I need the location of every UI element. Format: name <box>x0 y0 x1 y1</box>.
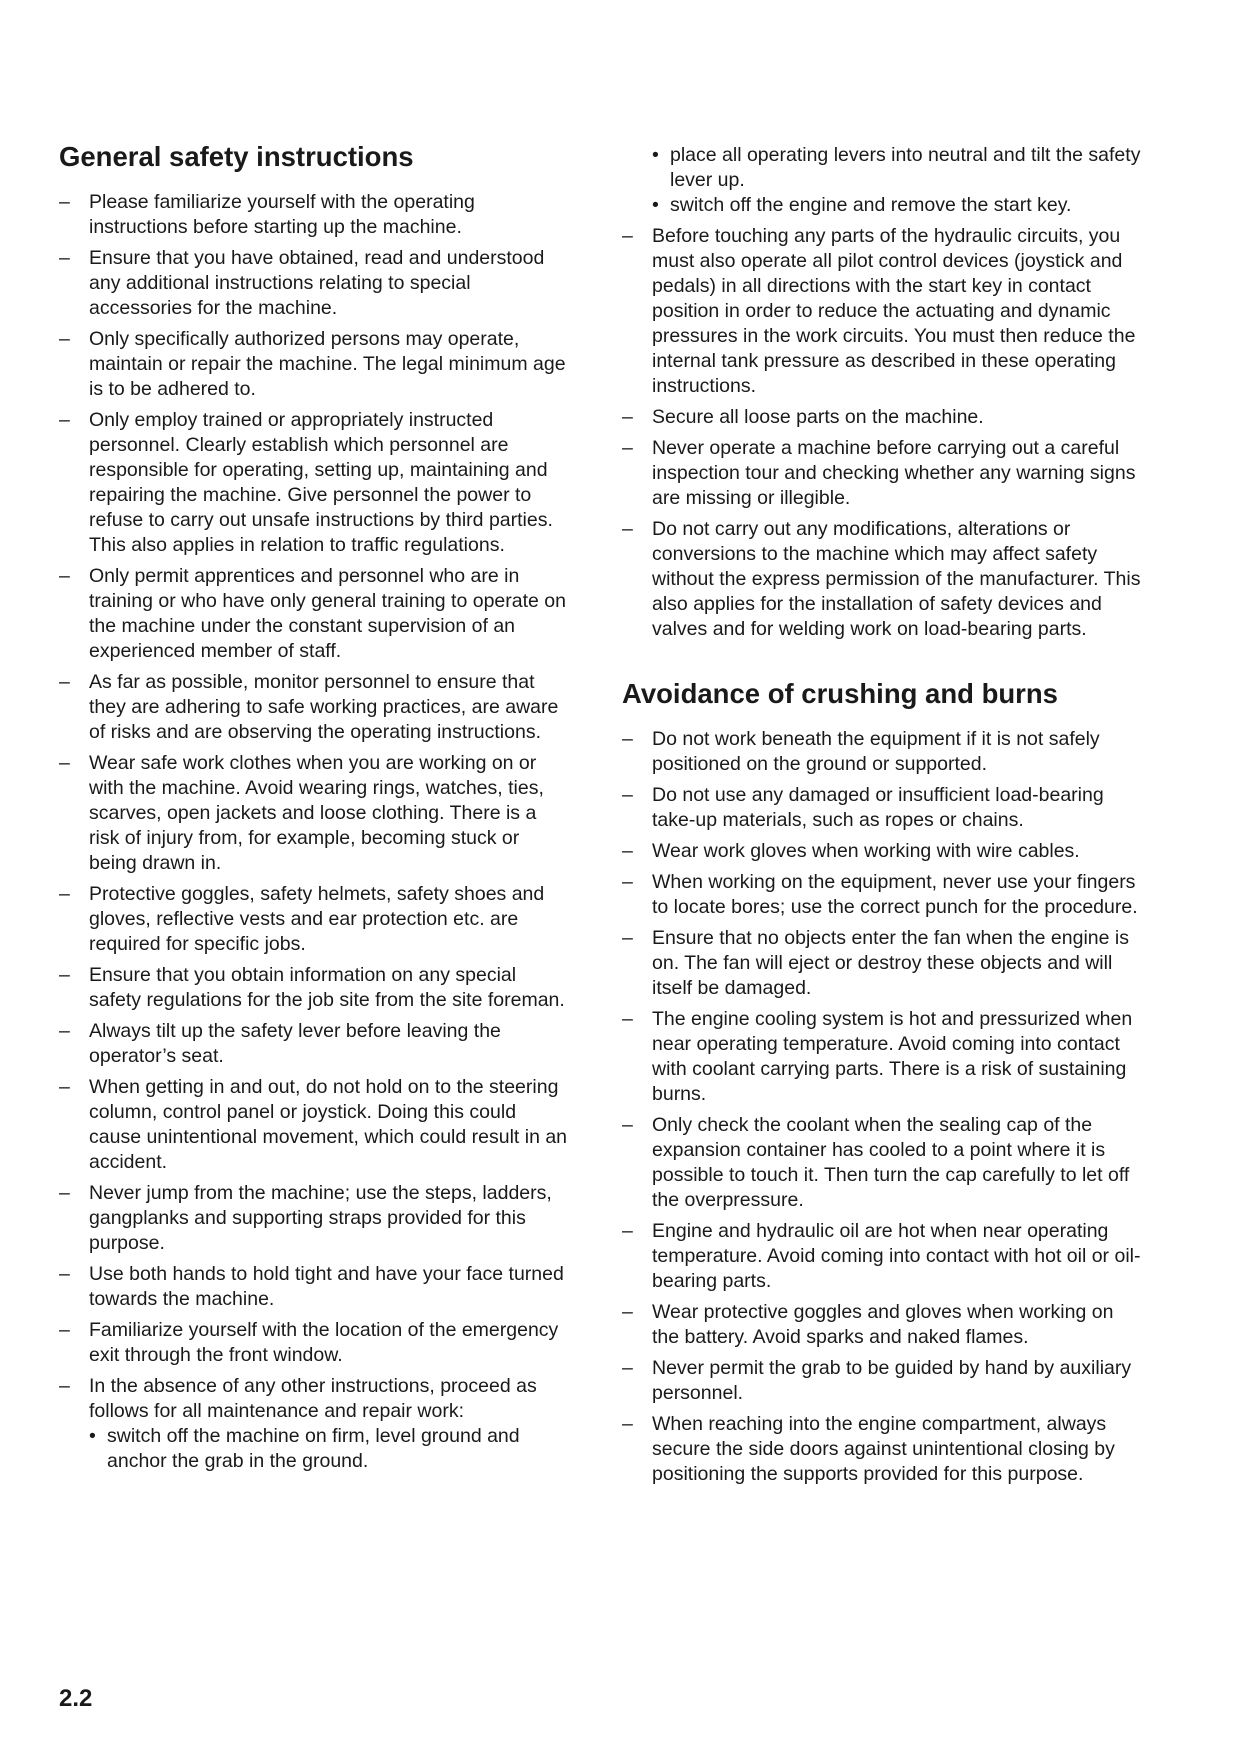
list-item: – Wear safe work clothes when you are working on or with the machine. Avoid wearing rings, watches, ties, scarves, open jackets and loose clothing. There is a risk of injury from, for example, becoming stuck or being drawn in. <box>59 752 544 874</box>
list-item: – Never jump from the machine; use the steps, ladders, gangplanks and supporting straps provided for this purpose. <box>59 1182 552 1254</box>
maintenance-steps-continued <box>622 143 1142 218</box>
dash-marker: – <box>59 964 70 986</box>
dash-marker: – <box>622 840 633 862</box>
list-item: – In the absence of any other instructions, proceed as follows for all maintenance and repair work: • switch off the machine on firm, level ground and anchor the grab in the ground. <box>59 1374 569 1474</box>
dash-marker: – <box>59 752 70 774</box>
dash-marker: – <box>622 1301 633 1323</box>
dash-marker: – <box>59 883 70 905</box>
dash-marker: – <box>59 1020 70 1042</box>
list-item: – Never permit the grab to be guided by hand by auxiliary personnel. <box>622 1357 1132 1404</box>
list-item: – Wear work gloves when working with wire cables. <box>622 840 1080 862</box>
dash-marker: – <box>59 565 70 587</box>
maintenance-steps-list <box>89 1424 569 1474</box>
dash-marker: – <box>622 406 633 428</box>
list-item: – When working on the equipment, never use your fingers to locate bores; use the correct punch for the procedure. <box>622 871 1138 918</box>
dash-marker: – <box>59 1319 70 1341</box>
dash-marker: – <box>622 1114 633 1136</box>
list-item: – Before touching any parts of the hydraulic circuits, you must also operate all pilot control devices (joystick and pedals) in all directions with the start key in contact position in order to reduce the actuating and dynamic pressures in the work circuits. You must then reduce the internal tank pressure as described in these operating instructions. <box>622 225 1136 397</box>
right-column <box>622 143 1142 1493</box>
maintenance-steps-list <box>652 143 1142 218</box>
dash-marker: – <box>59 1375 70 1397</box>
list-item: – Do not carry out any modifications, alterations or conversions to the machine which may affect safety without the express permission of the manufacturer. This also applies for the installation of safety devices and valves and for welding work on load-bearing parts. <box>622 518 1141 640</box>
list-item: • switch off the engine and remove the start key. <box>652 194 1072 216</box>
dash-marker: – <box>59 1182 70 1204</box>
list-item: – Only employ trained or appropriately instructed personnel. Clearly establish which personnel are responsible for operating, setting up, maintaining and repairing the machine. Give personnel the power to refuse to carry out unsafe instructions by third parties. This also applies in relation to traffic regulations. <box>59 409 553 556</box>
dash-marker: – <box>622 1008 633 1030</box>
bullet-marker: • <box>89 1425 96 1447</box>
list-item: – Wear protective goggles and gloves when working on the battery. Avoid sparks and naked flames. <box>622 1301 1114 1348</box>
dash-marker: – <box>622 518 633 540</box>
dash-marker: – <box>59 1076 70 1098</box>
list-item: – Only check the coolant when the sealing cap of the expansion container has cooled to a point where it is possible to touch it. Then turn the cap carefully to let off the overpressure. <box>622 1114 1130 1211</box>
dash-marker: – <box>59 247 70 269</box>
dash-marker: – <box>622 871 633 893</box>
list-item: • place all operating levers into neutral and tilt the safety lever up. <box>652 144 1141 191</box>
dash-marker: – <box>59 328 70 350</box>
dash-marker: – <box>622 225 633 247</box>
list-item: – Do not use any damaged or insufficient load-bearing take-up materials, such as ropes or chains. <box>622 784 1104 831</box>
dash-marker: – <box>622 1413 633 1435</box>
list-item: – Do not work beneath the equipment if it is not safely positioned on the ground or supported. <box>622 728 1100 775</box>
list-item: – When getting in and out, do not hold on to the steering column, control panel or joystick. Doing this could cause unintentional movement, which could result in an accident. <box>59 1076 568 1173</box>
general-safety-list <box>59 190 569 1474</box>
dash-marker: – <box>622 1357 633 1379</box>
list-item: – The engine cooling system is hot and pressurized when near operating temperature. Avoid coming into contact with coolant carrying parts. There is a risk of sustaining burns. <box>622 1008 1133 1105</box>
general-safety-heading: General safety instructions <box>59 141 414 172</box>
dash-marker: – <box>622 1220 633 1242</box>
list-item: – Ensure that no objects enter the fan when the engine is on. The fan will eject or destroy these objects and will itself be damaged. <box>622 927 1129 999</box>
list-item: – Ensure that you have obtained, read and understood any additional instructions relating to special accessories for the machine. <box>59 247 545 319</box>
dash-marker: – <box>622 728 633 750</box>
list-item: – Only specifically authorized persons may operate, maintain or repair the machine. The legal minimum age is to be adhered to. <box>59 328 566 400</box>
list-item: – As far as possible, monitor personnel to ensure that they are adhering to safe working practices, are aware of risks and are observing the operating instructions. <box>59 671 559 743</box>
list-item: – Only permit apprentices and personnel who are in training or who have only general training to operate on the machine under the constant supervision of an experienced member of staff. <box>59 565 566 662</box>
bullet-marker: • <box>652 194 659 216</box>
left-column <box>59 140 569 1480</box>
list-item: – Ensure that you obtain information on any special safety regulations for the job site from the site foreman. <box>59 964 565 1011</box>
list-item: • switch off the machine on firm, level ground and anchor the grab in the ground. <box>89 1425 520 1472</box>
dash-marker: – <box>59 409 70 431</box>
list-item: – Use both hands to hold tight and have your face turned towards the machine. <box>59 1263 564 1310</box>
dash-marker: – <box>622 437 633 459</box>
list-item: – When reaching into the engine compartment, always secure the side doors against unintentional closing by positioning the supports provided for this purpose. <box>622 1413 1115 1485</box>
list-item: – Please familiarize yourself with the operating instructions before starting up the machine. <box>59 191 475 238</box>
list-item: – Familiarize yourself with the location of the emergency exit through the front window. <box>59 1319 559 1366</box>
bullet-marker: • <box>652 144 659 166</box>
general-safety-list-continued <box>622 224 1142 642</box>
dash-marker: – <box>622 784 633 806</box>
list-item: – Always tilt up the safety lever before leaving the operator’s seat. <box>59 1020 501 1067</box>
dash-marker: – <box>59 191 70 213</box>
dash-marker: – <box>622 927 633 949</box>
list-item: – Engine and hydraulic oil are hot when near operating temperature. Avoid coming into contact with hot oil or oil-bearing parts. <box>622 1220 1141 1292</box>
crushing-burns-heading: Avoidance of crushing and burns <box>622 678 1058 709</box>
dash-marker: – <box>59 1263 70 1285</box>
list-item: – Secure all loose parts on the machine. <box>622 406 984 428</box>
list-item: – Protective goggles, safety helmets, safety shoes and gloves, reflective vests and ear protection etc. are required for specific jobs. <box>59 883 545 955</box>
page-number: 2.2 <box>59 1685 93 1712</box>
list-item: – Never operate a machine before carrying out a careful inspection tour and checking whether any warning signs are missing or illegible. <box>622 437 1136 509</box>
crushing-burns-list <box>622 727 1142 1487</box>
dash-marker: – <box>59 671 70 693</box>
